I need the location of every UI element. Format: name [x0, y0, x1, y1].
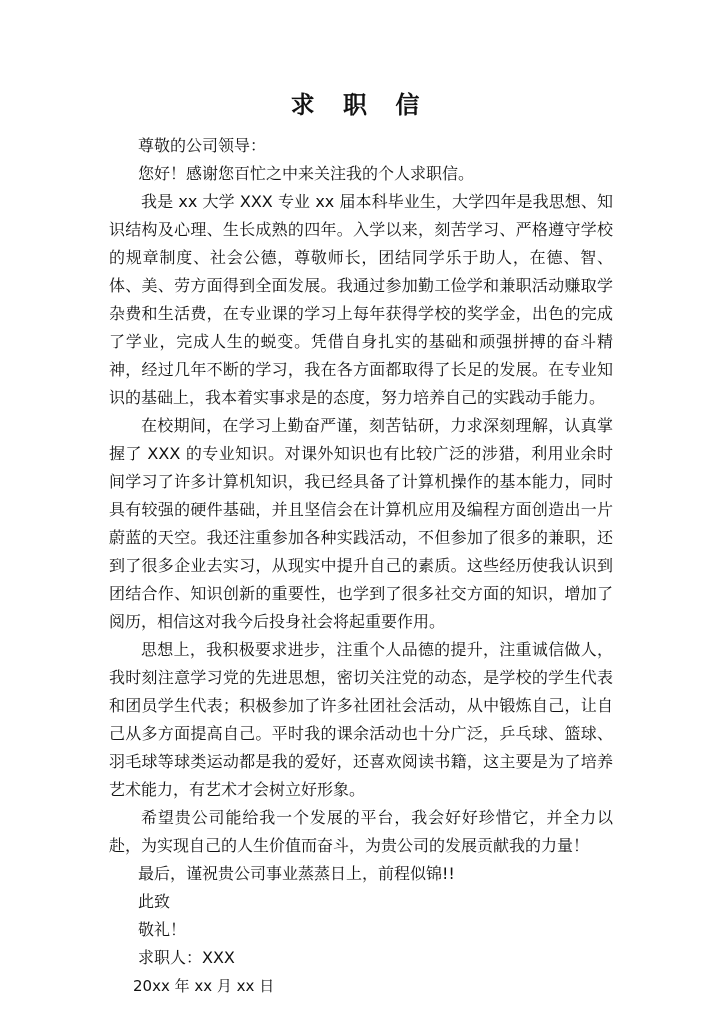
letter-body: [109, 132, 613, 1000]
closing-wish: 最后，谨祝贵公司事业蒸蒸日上，前程似锦!!: [138, 864, 455, 883]
paragraph-ideology: 思想上，我积极要求进步，注重个人品德的提升，注重诚信做人，我时刻注意学习党的先进思想，密切关注党的动态，是学校的学生代表和团员学生代表；积极参加了许多社团社会活动，从中锻炼自己，让自己从多方面提高自己。平时我的课余活动也十分广泛，乒乓球、篮球、羽毛球等球类运动都是我的爱好，还喜欢阅读书籍，这主要是为了培养艺术能力，有艺术才会树立好形象。: [109, 640, 613, 799]
signature: 求职人：XXX: [138, 948, 235, 967]
salutation: 尊敬的公司领导：: [138, 136, 267, 155]
closing-regards-2: 敬礼！: [138, 920, 187, 939]
paragraph-education: 我是 xx 大学 XXX 专业 xx 届本科毕业生，大学四年是我思想、知识结构及心理、生长成熟的四年。入学以来，刻苦学习、严格遵守学校的规章制度、社会公德，尊敬师长，团结同学乐于助人，在德、智、体、美、劳方面得到全面发展。我通过参加勤工俭学和兼职活动赚取学杂费和生活费，在专业课的学习上每年获得学校的奖学金，出色的完成了学业，完成人生的蜕变。凭借自身扎实的基础和顽强拼搏的奋斗精神，经过几年不断的学习，我在各方面都取得了长足的发展。在专业知识的基础上，我本着实事求是的态度，努力培养自己的实践动手能力。: [109, 192, 613, 407]
paragraph-hope: 希望贵公司能给我一个发展的平台，我会好好珍惜它，并全力以赴，为实现自己的人生价值而奋斗，为贵公司的发展贡献我的力量！: [109, 808, 613, 855]
paragraph-school-period: 在校期间，在学习上勤奋严谨，刻苦钻研，力求深刻理解，认真掌握了 XXX 的专业知识。对课外知识也有比较广泛的涉猎，利用业余时间学习了许多计算机知识，我已经具备了计算机操作的基本能力，同时具有较强的硬件基础，并且坚信会在计算机应用及编程方面创造出一片蔚蓝的天空。我还注重参加各种实践活动，不但参加了很多的兼职，还到了很多企业去实习，从现实中提升自己的素质。这些经历使我认识到团结合作、知识创新的重要性，也学到了很多社交方面的知识，增加了阅历，相信这对我今后投身社会将起重要作用。: [109, 416, 613, 631]
closing-regards-1: 此致: [138, 892, 171, 911]
document-title: 求 职 信: [290, 91, 430, 119]
date: 20xx 年 xx 月 xx 日: [133, 977, 275, 995]
greeting: 您好！感谢您百忙之中来关注我的个人求职信。: [138, 164, 475, 183]
